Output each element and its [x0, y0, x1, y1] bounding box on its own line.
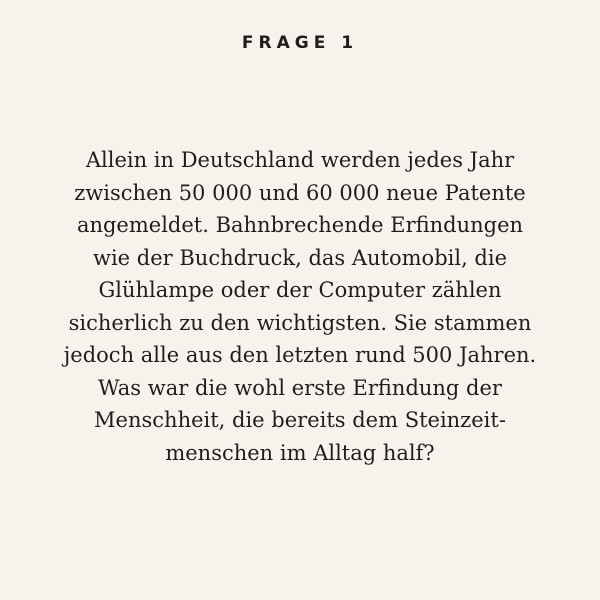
question-line: Was war die wohl erste Erfindung der [98, 375, 502, 400]
question-line: menschen im Alltag half? [165, 440, 435, 465]
question-line: angemeldet. Bahnbrechende Erfindungen [76, 213, 524, 237]
question-line: sicherlich zu den wichtigsten. Sie stammen [68, 310, 532, 335]
question-line: jedoch alle aus den letzten rund 500 Jahren. [63, 343, 537, 367]
question-line: wie der Buchdruck, das Automobil, die [92, 245, 508, 270]
question-heading: FRAGE 1 [241, 33, 359, 53]
question-line: zwischen 50 000 und 60 000 neue Patente [74, 180, 526, 205]
question-line: Allein in Deutschland werden jedes Jahr [85, 148, 515, 172]
question-line: Glühlampe oder der Computer zählen [98, 278, 502, 302]
question-text [30, 144, 570, 469]
question-line: Menschheit, die bereits dem Steinzeit- [94, 408, 506, 432]
